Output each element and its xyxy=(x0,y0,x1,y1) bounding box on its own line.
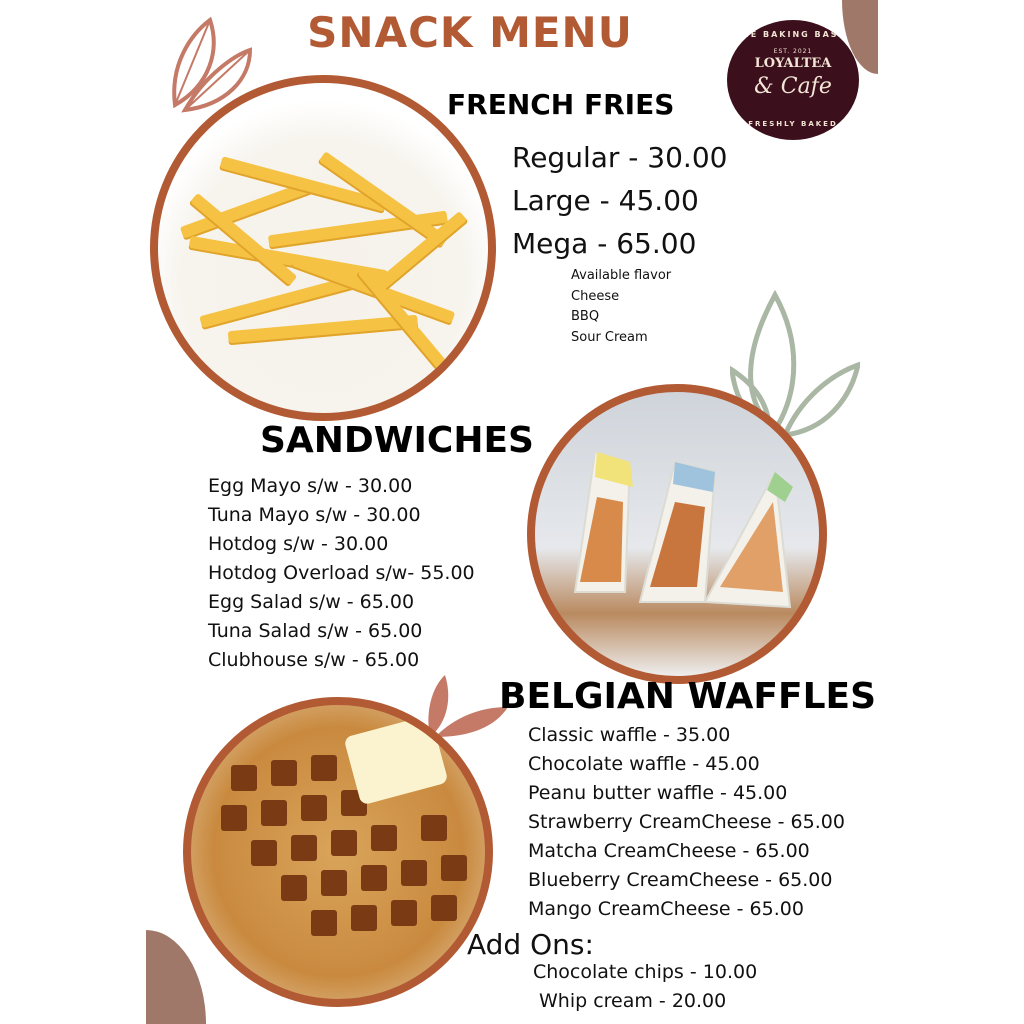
list-item: Whip cream - 20.00 xyxy=(539,990,727,1012)
list-item: Hotdog s/w - 30.00 xyxy=(208,533,389,555)
logo-cafe-text: & Cafe xyxy=(754,74,832,99)
list-item: Peanu butter waffle - 45.00 xyxy=(528,782,788,804)
list-item: Egg Salad s/w - 65.00 xyxy=(208,591,415,613)
waffles-photo xyxy=(183,697,493,1007)
list-item: Blueberry CreamCheese - 65.00 xyxy=(528,869,833,891)
logo-bottom-text: FRESHLY BAKED xyxy=(748,120,838,128)
menu-title: SNACK MENU xyxy=(307,8,633,57)
cafe-logo xyxy=(727,20,859,140)
list-item: Cheese xyxy=(571,288,620,304)
list-item: Mango CreamCheese - 65.00 xyxy=(528,898,804,920)
list-item: Clubhouse s/w - 65.00 xyxy=(208,649,420,671)
logo-top-text: THE BAKING BASIC xyxy=(734,30,852,39)
list-item: Classic waffle - 35.00 xyxy=(528,724,731,746)
list-item: Strawberry CreamCheese - 65.00 xyxy=(528,811,845,833)
flavor-label: Available flavor xyxy=(571,268,672,283)
french-fries-heading: FRENCH FRIES xyxy=(447,88,675,121)
french-fries-photo xyxy=(150,75,496,421)
flavor-list xyxy=(571,266,671,348)
list-item: Egg Mayo s/w - 30.00 xyxy=(208,475,413,497)
list-item: Regular - 30.00 xyxy=(512,141,728,174)
logo-since-text: EST. 2021 xyxy=(773,48,813,55)
add-ons-heading: Add Ons: xyxy=(467,928,594,961)
list-item: Matcha CreamCheese - 65.00 xyxy=(528,840,810,862)
sandwiches-photo xyxy=(527,384,827,684)
french-fries-size-list xyxy=(512,136,727,265)
list-item: Tuna Salad s/w - 65.00 xyxy=(208,620,423,642)
list-item: Chocolate waffle - 45.00 xyxy=(528,753,760,775)
belgian-waffles-heading: BELGIAN WAFFLES xyxy=(499,676,877,717)
list-item: Large - 45.00 xyxy=(512,184,699,217)
waffle-list xyxy=(528,721,845,924)
list-item: Sour Cream xyxy=(571,329,648,345)
list-item: Hotdog Overload s/w- 55.00 xyxy=(208,562,475,584)
sandwich-list xyxy=(208,472,475,675)
list-item: Tuna Mayo s/w - 30.00 xyxy=(208,504,421,526)
logo-brand-name: LOYALTEA xyxy=(754,56,832,71)
sandwiches-heading: SANDWICHES xyxy=(260,420,534,461)
list-item: Chocolate chips - 10.00 xyxy=(533,961,758,983)
add-ons-list xyxy=(533,958,757,1016)
list-item: BBQ xyxy=(571,309,600,324)
list-item: Mega - 65.00 xyxy=(512,227,697,260)
